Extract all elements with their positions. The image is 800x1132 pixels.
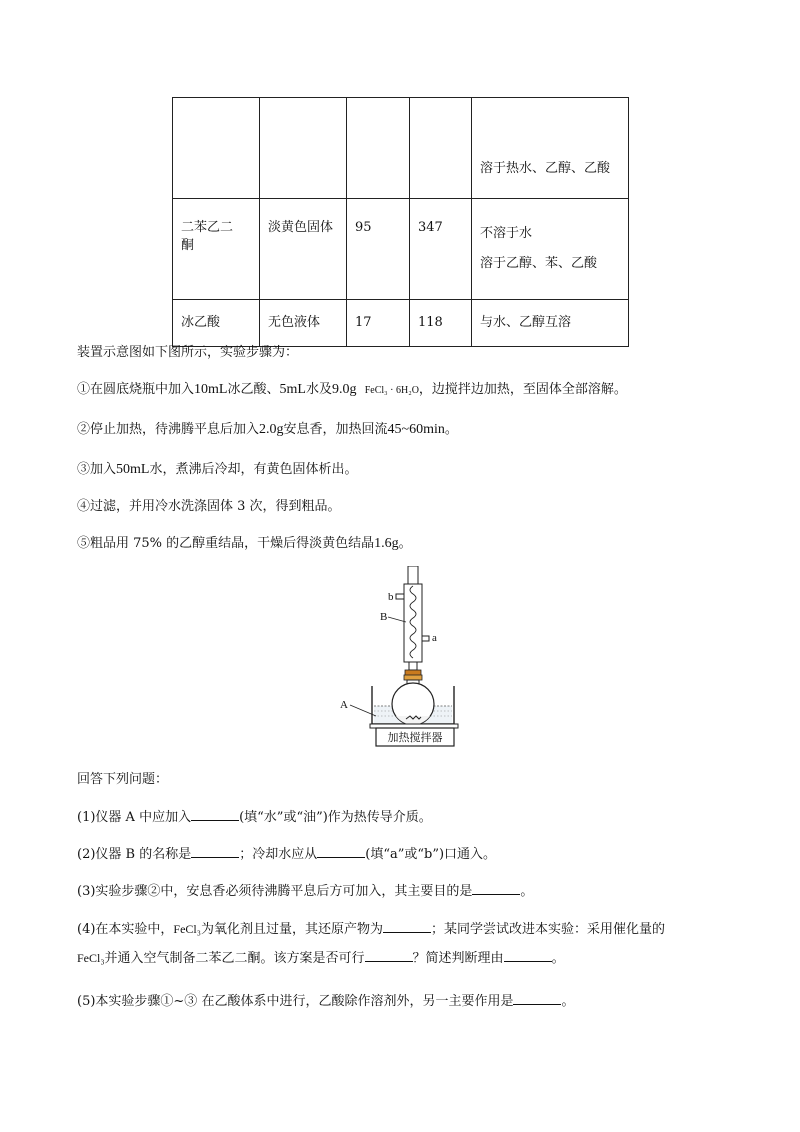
step-text: ①在圆底烧瓶中加入 xyxy=(77,382,195,397)
table-cell: 溶于热水、乙醇、乙酸 xyxy=(472,98,629,199)
question-1 xyxy=(77,806,432,825)
question-text: ；某同学尝试改进本实验：采用催化量的 xyxy=(430,922,665,937)
question-text: (3)实验步骤②中，安息香必须待沸腾平息后方可加入，其主要目的是 xyxy=(77,884,473,899)
step-text: ，边搅拌边加热，至固体全部溶解。 xyxy=(418,382,627,397)
step-value: 50mL xyxy=(116,462,150,477)
condenser-top xyxy=(408,566,418,584)
question-4-line1 xyxy=(77,918,665,937)
step-text: 。 xyxy=(398,536,412,551)
table-cell xyxy=(173,98,260,199)
table-row xyxy=(173,300,629,347)
question-2 xyxy=(77,843,496,862)
apparatus-diagram xyxy=(336,566,466,748)
table-cell xyxy=(410,98,472,199)
step-text: 水及 xyxy=(305,382,332,397)
step-1 xyxy=(77,378,627,398)
answer-blank[interactable] xyxy=(191,808,239,821)
question-4-line2 xyxy=(77,947,565,966)
condenser-neck xyxy=(409,662,417,670)
question-text: 为氧化剂且过量，其还原产物为 xyxy=(200,922,383,937)
step-value: 45~60min xyxy=(387,422,445,437)
leader-B xyxy=(388,617,406,622)
intro-text: 装置示意图如下图所示，实验步骤为： xyxy=(77,345,299,360)
answer-blank[interactable] xyxy=(472,882,520,895)
step-value: 1.6g xyxy=(374,536,399,551)
answer-blank[interactable] xyxy=(504,949,552,962)
table-cell: 淡黄色固体 xyxy=(260,199,347,300)
inlet-a xyxy=(422,636,429,641)
question-text: ；冷却水应从 xyxy=(239,847,318,862)
compound-name: 二苯乙二酮 xyxy=(181,220,234,253)
table-cell: 347 xyxy=(410,199,472,300)
step-text: 冰乙酸、 xyxy=(227,382,280,397)
step-value: 5mL xyxy=(279,382,306,397)
chemical-formula: FeCl₃ xyxy=(173,922,201,936)
question-text: 。 xyxy=(520,884,534,899)
outlet-b xyxy=(396,594,404,599)
question-text: 。 xyxy=(551,951,565,966)
step-value: 9.0g xyxy=(331,382,357,397)
label-A: A xyxy=(340,699,348,711)
properties-table xyxy=(172,97,629,347)
table-cell: 118 xyxy=(410,300,472,347)
table-row xyxy=(173,199,629,300)
step-value: 10mL xyxy=(194,382,228,397)
cell-line: 不溶于水 xyxy=(480,226,533,241)
question-5 xyxy=(77,990,574,1009)
step-value: 2.0g xyxy=(259,422,284,437)
question-text: (填“a”或“b”)口通入。 xyxy=(365,847,497,862)
question-text: 。 xyxy=(561,994,575,1009)
question-text: (5)本实验步骤①~③ 在乙酸体系中进行，乙酸除作溶剂外，另一主要作用是 xyxy=(77,994,514,1009)
table-row xyxy=(173,98,629,199)
step-text: 。 xyxy=(444,422,458,437)
answer-blank[interactable] xyxy=(383,920,431,933)
question-text: (填“水”或“油”)作为热传导介质。 xyxy=(239,810,432,825)
cell-line: 溶于乙醇、苯、乙酸 xyxy=(480,256,598,271)
table-cell-multiline xyxy=(472,199,629,300)
chemical-formula: FeCl₃ · 6H₂O xyxy=(364,385,419,396)
label-a: a xyxy=(432,632,437,644)
label-b: b xyxy=(388,591,394,603)
question-text: (4)在本实验中， xyxy=(77,922,174,937)
table-cell xyxy=(347,98,410,199)
step-5 xyxy=(77,532,412,552)
answer-blank[interactable] xyxy=(365,949,413,962)
step-2 xyxy=(77,418,458,438)
table-cell xyxy=(260,98,347,199)
label-B: B xyxy=(380,611,388,623)
step-text: 安息香，加热回流 xyxy=(283,422,388,437)
step-text: ⑤粗品用 75% 的乙醇重结晶，干燥后得淡黄色结晶 xyxy=(77,536,375,551)
question-text: 并通入空气制备二苯乙二酮。该方案是否可行 xyxy=(104,951,365,966)
step-3 xyxy=(77,458,357,478)
step-text: ②停止加热，待沸腾平息后加入 xyxy=(77,422,260,437)
step-text: ③加入 xyxy=(77,462,117,477)
table-cell: 17 xyxy=(347,300,410,347)
stopper-band xyxy=(404,675,422,680)
questions-title: 回答下列问题： xyxy=(77,772,169,787)
step-4: ④过滤，并用冷水洗涤固体 3 次，得到粗品。 xyxy=(77,499,341,514)
table-cell: 无色液体 xyxy=(260,300,347,347)
chemical-formula: FeCl₃ xyxy=(77,951,105,965)
question-text: (1)仪器 A 中应加入 xyxy=(77,810,192,825)
table-cell: 与水、乙醇互溶 xyxy=(472,300,629,347)
answer-blank[interactable] xyxy=(317,845,365,858)
heater-label: 加热搅拌器 xyxy=(387,731,443,744)
question-text: (2)仪器 B 的名称是 xyxy=(77,847,192,862)
step-text: 水，煮沸后冷却，有黄色固体析出。 xyxy=(149,462,358,477)
table-cell: 冰乙酸 xyxy=(173,300,260,347)
question-text: ？简述判断理由 xyxy=(412,951,504,966)
table-cell xyxy=(173,199,260,300)
answer-blank[interactable] xyxy=(513,992,561,1005)
answer-blank[interactable] xyxy=(191,845,239,858)
question-3 xyxy=(77,880,533,899)
table-cell: 95 xyxy=(347,199,410,300)
